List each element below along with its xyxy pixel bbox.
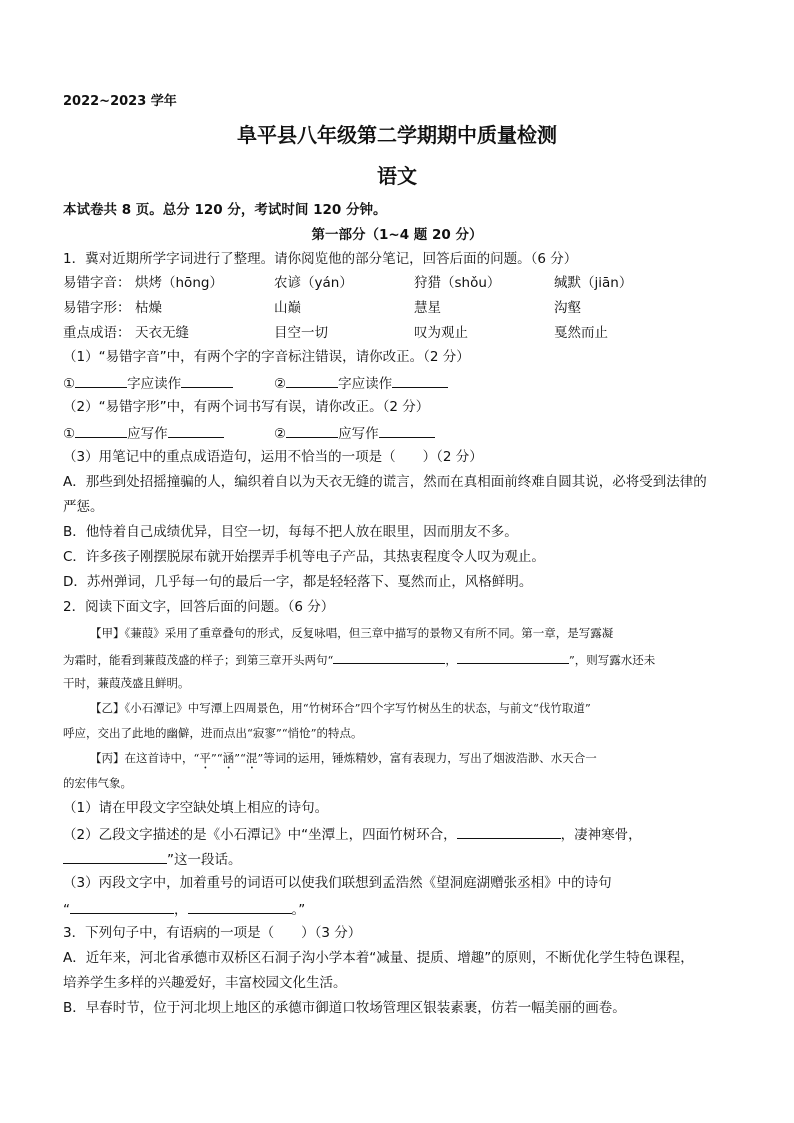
q1-option-b: B．他恃着自己成绩优异，目空一切，每每不把人放在眼里，因而朋友不多。 [63,524,518,540]
q2-jia-line3: 干时，蒹葭茂盛且鲜明。 [63,676,190,690]
answer-blank[interactable] [75,423,127,438]
answer-text: 字应读作 [127,376,182,392]
q2-sub3: （3）丙段文字中，加着重号的词语可以使我们联想到孟浩然《望洞庭湖赠张丞相》中的诗句 [63,875,612,891]
text: ， [174,902,188,918]
q1-option-a-cont: 严惩。 [63,499,104,515]
q1-option-d: D．苏州弹词，几乎每一句的最后一字，都是轻轻落下、戛然而止，风格鲜明。 [63,574,533,590]
q1-option-c: C．许多孩子刚摆脱尿布就开始摆弄手机等电子产品，其热衷程度令人叹为观止。 [63,549,545,565]
answer-text: 应写作 [338,426,379,442]
q1-item: 农谚（yán） [274,275,353,291]
q1-option-a: A．那些到处招摇撞骗的人，编织着自以为天衣无缝的谎言，然而在真相面前终难自圆其说，必将受到法律的 [63,474,707,490]
poem-blank[interactable] [188,899,292,914]
marker: ② [274,426,287,442]
subject-title: 语文 [377,164,417,188]
q1-sub1-answer-b [274,373,448,393]
q2-stem: 2．阅读下面文字，回答后面的问题。（6 分） [63,599,335,615]
q1-item: 目空一切 [274,325,328,341]
text: ”“ [210,751,223,765]
q1-stem: 1．冀对近期所学字词进行了整理。请你阅览他的部分笔记，回答后面的问题。（6 分） [63,251,578,267]
q1-sub3: （3）用笔记中的重点成语造句，运用不恰当的一项是（ ）（2 分） [63,449,483,465]
q1-item: 天衣无缝 [135,325,189,341]
marker: ② [274,376,287,392]
q1-item: 叹为观止 [414,325,468,341]
q3-option-a: A．近年来，河北省承德市双桥区石洞子沟小学本着“减量、提质、增趣”的原则，不断优化学生特色课程， [63,950,694,966]
q1-item: 慧星 [414,300,441,316]
q2-yi-line1: 【乙】《小石潭记》中写潭上四周景色，用“竹树环合”四个字写竹树丛生的状态，与前文“伐竹取道” [90,701,591,715]
q1-item: 缄默（jiān） [554,275,633,291]
q1-item: 枯燥 [135,300,162,316]
q1-item: 山巅 [274,300,301,316]
answer-blank[interactable] [75,373,127,388]
q3-option-a-cont: 培养学生多样的兴趣爱好，丰富校园文化生活。 [63,975,347,991]
text: 【丙】在这首诗中，“ [90,751,200,765]
q1-item: 烘烤（hōng） [135,275,223,291]
q1-row-label: 重点成语： [63,325,131,341]
text: 。” [291,902,306,918]
text: ， [445,653,457,667]
poem-blank[interactable] [457,649,569,664]
marker: ① [63,426,76,442]
text: ”等词的运用，锤炼精妙，富有表现力，写出了烟波浩渺、水天合一 [257,751,597,765]
q2-sub2-cont [63,849,242,869]
q2-bing-line2: 的宏伟气象。 [63,776,132,790]
q1-sub2-answer-a [63,423,224,443]
poem-blank[interactable] [457,824,561,839]
emphasized-word: 平 [199,751,211,765]
q2-sub3-cont [63,899,305,919]
q1-item: 沟壑 [554,300,581,316]
text: ”，则写露水还未 [568,653,656,667]
answer-blank[interactable] [286,423,338,438]
answer-blank[interactable] [168,423,224,438]
marker: ① [63,376,76,392]
q2-jia-line2 [63,649,655,669]
q1-row-label: 易错字音： [63,275,131,291]
text: “ [63,902,70,918]
part-heading: 第一部分（1~4 题 20 分） [311,227,483,243]
q2-bing-line1 [90,749,597,772]
poem-blank[interactable] [63,849,167,864]
q1-sub1: （1）“易错字音”中，有两个字的字音标注错误，请你改正。（2 分） [63,349,470,365]
q1-row-label: 易错字形： [63,300,131,316]
q1-item: 狩猎（shǒu） [414,275,501,291]
answer-text: 字应读作 [338,376,393,392]
poem-blank[interactable] [70,899,174,914]
emphasized-word: 混 [245,751,258,765]
answer-text: 应写作 [127,426,168,442]
answer-blank[interactable] [392,373,448,388]
answer-blank[interactable] [286,373,338,388]
q1-sub1-answer-a [63,373,233,393]
text: 为霜时，能看到蒹葭茂盛的样子；到第三章开头两句“ [63,653,334,667]
q1-sub2-answer-b [274,423,435,443]
exam-note: 本试卷共 8 页。总分 120 分，考试时间 120 分钟。 [63,202,387,218]
text: ，凄神寒骨， [560,827,642,843]
q2-sub2 [63,824,642,844]
text: （2）乙段文字描述的是《小石潭记》中“坐潭上，四面竹树环合， [63,827,457,843]
emphasized-word: 涵 [222,751,235,765]
q1-sub2: （2）“易错字形”中，有两个词书写有误，请你改正。（2 分） [63,399,430,415]
q2-yi-line2: 呼应，交出了此地的幽僻，进而点出“寂寥”“悄怆”的特点。 [63,726,363,740]
exam-title: 阜平县八年级第二学期期中质量检测 [237,123,557,147]
poem-blank[interactable] [333,649,445,664]
q2-jia-line1: 【甲】《蒹葭》采用了重章叠句的形式，反复咏唱，但三章中描写的景物又有所不同。第一章，是写露凝 [90,626,614,640]
answer-blank[interactable] [181,373,233,388]
q3-stem: 3．下列句子中，有语病的一项是（ ）（3 分） [63,925,362,941]
text: ”这一段话。 [167,852,242,868]
text: ”“ [234,751,246,765]
q1-item: 戛然而止 [554,325,608,341]
q3-option-b: B．早春时节，位于河北坝上地区的承德市御道口牧场管理区银装素裹，仿若一幅美丽的画卷。 [63,1000,626,1016]
answer-blank[interactable] [379,423,435,438]
school-year: 2022~2023 学年 [63,94,177,109]
q2-sub1: （1）请在甲段文字空缺处填上相应的诗句。 [63,800,329,816]
